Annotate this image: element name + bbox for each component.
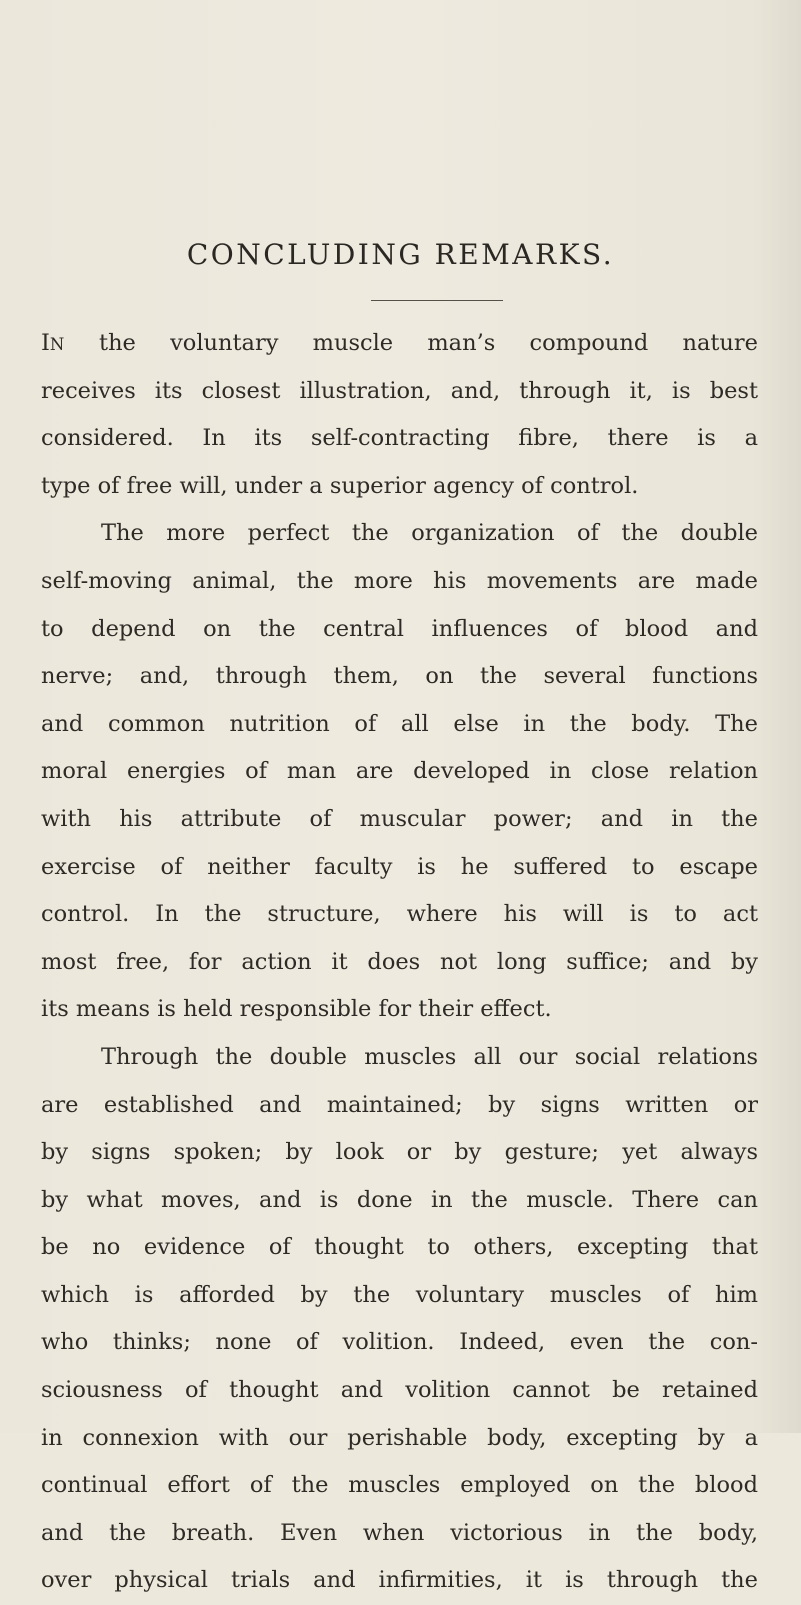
text-line: with his attribute of muscular power; and in the (41, 805, 758, 832)
text-line: moral energies of man are developed in close relation (41, 758, 758, 785)
text-line: control. In the structure, where his will is to act (41, 901, 758, 928)
heading-rule (371, 300, 503, 301)
text-line: type of free will, under a superior agency of control. (41, 472, 639, 499)
text-line: continual effort of the muscles employed on the blood (41, 1472, 758, 1499)
text-line: sciousness of thought and volition cannot be retained (41, 1377, 758, 1404)
text-line: exercise of neither faculty is he suffered to escape (41, 853, 758, 880)
text-line: be no evidence of thought to others, excepting that (41, 1234, 758, 1261)
text-line: and the breath. Even when victorious in the body, (41, 1519, 758, 1546)
text-line: Through the double muscles all our social relations (101, 1043, 758, 1070)
text-line: receives its closest illustration, and, through it, is best (41, 377, 758, 404)
chapter-heading: CONCLUDING REMARKS. (186, 238, 615, 271)
text-line: and common nutrition of all else in the body. The (41, 710, 758, 737)
text-line: The more perfect the organization of the double (101, 520, 758, 547)
text-line: by what moves, and is done in the muscle. There can (41, 1186, 758, 1213)
body-text (41, 320, 758, 1605)
text-line: who thinks; none of volition. Indeed, even the con- (41, 1329, 758, 1356)
text-line: by signs spoken; by look or by gesture; yet always (41, 1139, 758, 1166)
text-line: which is afforded by the voluntary muscles of him (41, 1281, 758, 1308)
text-line: self-moving animal, the more his movements are made (41, 567, 758, 594)
text-line: its means is held responsible for their effect. (41, 996, 552, 1023)
line-text: the voluntary muscle man’s compound nature (64, 330, 758, 356)
text-line: over physical trials and infirmities, it is through the (41, 1567, 758, 1594)
dropcap-first: I (41, 330, 50, 356)
text-line: to depend on the central influences of blood and (41, 615, 758, 642)
text-line: nerve; and, through them, on the several functions (41, 663, 758, 690)
text-line: in connexion with our perishable body, excepting by a (41, 1424, 758, 1451)
text-line: are established and maintained; by signs written or (41, 1091, 758, 1118)
text-line: most free, for action it does not long suffice; and by (41, 948, 758, 975)
dropcap-rest: N (49, 335, 65, 354)
text-line (41, 320, 758, 368)
text-line: considered. In its self-contracting fibre, there is a (41, 425, 758, 452)
